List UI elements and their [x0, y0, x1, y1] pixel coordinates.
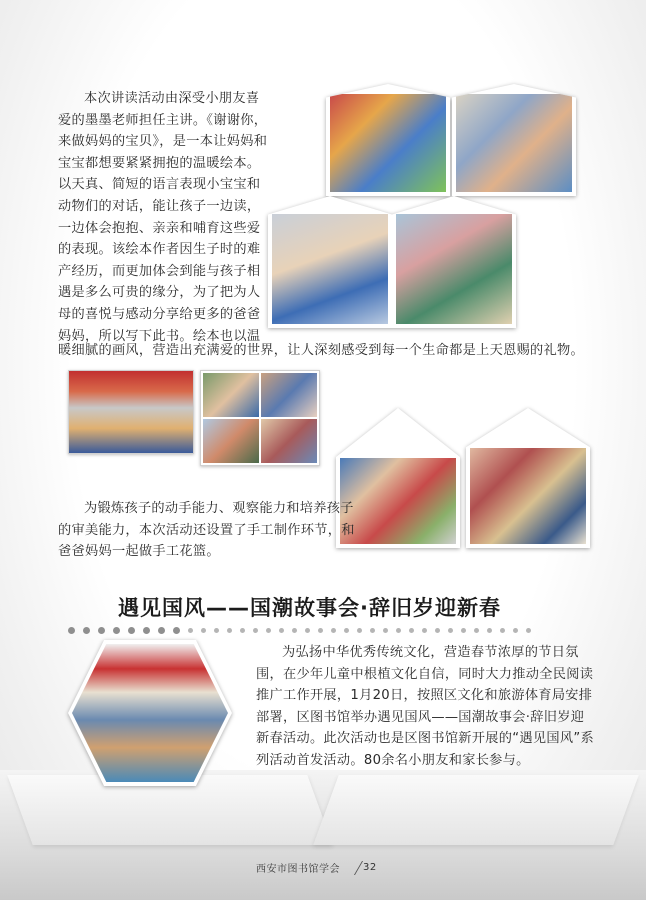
divider-dot [513, 628, 518, 633]
divider-dot [158, 627, 165, 634]
divider-dot [474, 628, 479, 633]
section-heading: 遇见国风——国潮故事会·辞旧岁迎新春 [118, 596, 501, 620]
dotted-divider [68, 624, 588, 636]
divider-dot [240, 628, 245, 633]
book-right-page [313, 775, 638, 845]
divider-dot [448, 628, 453, 633]
divider-dot [188, 628, 193, 633]
photo-children-reading-4 [392, 196, 516, 328]
divider-dot [318, 628, 323, 633]
divider-dot [461, 628, 466, 633]
photo-children-reading-3 [268, 196, 392, 328]
divider-dot [383, 628, 388, 633]
paragraph-storytelling-continued: 暖细腻的画风，营造出充满爱的世界，让人深刻感受到每一个生命都是上天恩赐的礼物。 [58, 343, 585, 358]
divider-dot [357, 628, 362, 633]
divider-dot [128, 627, 135, 634]
photo-children-reading-1 [326, 84, 450, 196]
divider-dot [143, 627, 150, 634]
photo-group-event [68, 370, 194, 454]
divider-dot [214, 628, 219, 633]
divider-dot [292, 628, 297, 633]
paragraph-storytelling: 本次讲读活动由深受小朋友喜爱的墨墨老师担任主讲。《谢谢你，来做妈妈的宝贝》，是一本让妈妈和宝宝都想要紧紧拥抱的温暖绘本。以天真、简短的语言表现小宝宝和动物们的对话，能让孩子一边读，一边体会抱抱、亲亲和哺育这些爱的表现。该绘本作者因生子时的难产经历，而更加体会到能与孩子相遇是多么可贵的缘分，为了把为人母的喜悦与感动分享给更多的爸爸妈妈，所以写下此书。绘本也以温 [58, 91, 268, 344]
publication-name: 西安市图书馆学会 [256, 864, 340, 875]
divider-dot [83, 627, 90, 634]
divider-dot [305, 628, 310, 633]
divider-dot [370, 628, 375, 633]
divider-dot [396, 628, 401, 633]
divider-dot [253, 628, 258, 633]
divider-dot [201, 628, 206, 633]
divider-dot [435, 628, 440, 633]
divider-dot [422, 628, 427, 633]
page-footer [256, 860, 377, 875]
divider-dot [227, 628, 232, 633]
divider-dot [409, 628, 414, 633]
photo-children-reading-2 [452, 84, 576, 196]
page-number: 32 [363, 862, 377, 873]
divider-dot [526, 628, 531, 633]
photo-children-collage [200, 370, 320, 466]
divider-dot [266, 628, 271, 633]
divider-dot [98, 627, 105, 634]
paragraph-handicraft: 为锻炼孩子的动手能力、观察能力和培养孩子的审美能力，本次活动还设置了手工制作环节，和爸爸妈妈一起做手工花篮。 [58, 501, 355, 560]
divider-dot [279, 628, 284, 633]
divider-dot [487, 628, 492, 633]
footer-divider [340, 861, 363, 875]
divider-dot [344, 628, 349, 633]
divider-dot [113, 627, 120, 634]
divider-dot [331, 628, 336, 633]
divider-dot [68, 627, 75, 634]
paragraph-guofeng-event: 为弘扬中华优秀传统文化，营造春节浓厚的节日氛围，在少年儿童中根植文化自信，同时大力推动全民阅读推广工作开展，1月20日，按照区文化和旅游体育局安排部署，区图书馆举办遇见国风——国潮故事会·辞旧岁迎新春活动。此次活动也是区图书馆新开展的“遇见国风”系列活动首发活动。80余名小朋友和家长参与。 [256, 645, 594, 768]
divider-dot [500, 628, 505, 633]
divider-dot [173, 627, 180, 634]
